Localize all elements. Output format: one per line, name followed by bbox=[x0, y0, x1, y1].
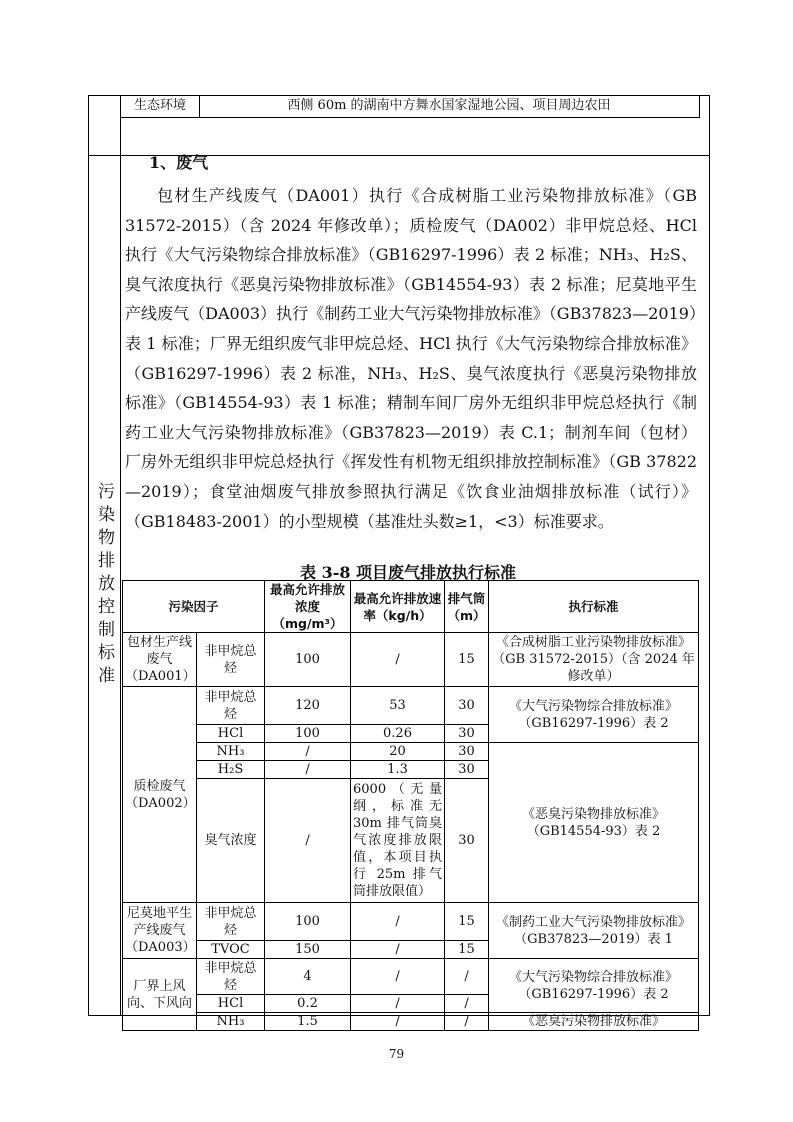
header-factor: 污染因子 bbox=[123, 581, 265, 633]
standard-cell: 《大气污染物综合排放标准》（GB16297-1996）表 2 bbox=[489, 959, 699, 1013]
factor-cell: H₂S bbox=[197, 761, 265, 779]
standard-cell: 《恶臭污染物排放标准》 bbox=[489, 1013, 699, 1031]
conc-cell: 0.2 bbox=[265, 995, 351, 1013]
table-caption: 表 3-8 项目废气排放执行标准 bbox=[300, 563, 517, 582]
table-row bbox=[123, 903, 699, 941]
table-header-row bbox=[123, 581, 699, 633]
emission-standard-table bbox=[122, 580, 699, 1031]
rate-cell: / bbox=[351, 941, 445, 959]
factor-cell: 臭气浓度 bbox=[197, 779, 265, 903]
source-cell: 质检废气（DA002） bbox=[123, 687, 197, 903]
conc-cell: 1.5 bbox=[265, 1013, 351, 1031]
conc-cell: 4 bbox=[265, 959, 351, 995]
conc-cell: / bbox=[265, 761, 351, 779]
factor-cell: 非甲烷总烃 bbox=[197, 633, 265, 687]
rate-cell: / bbox=[351, 903, 445, 941]
eco-row bbox=[120, 95, 700, 118]
conc-cell: 150 bbox=[265, 941, 351, 959]
table-row bbox=[123, 687, 699, 725]
rate-cell: 6000（无量纲，标准无 30m 排气筒臭气浓度排放限值，本项目执行 25m 排气筒排放限值） bbox=[351, 779, 445, 903]
standard-cell: 《恶臭污染物排放标准》（GB14554-93）表 2 bbox=[489, 743, 699, 903]
conc-cell: 100 bbox=[265, 633, 351, 687]
standard-cell: 《制药工业大气污染物排放标准》（GB37823—2019）表 1 bbox=[489, 903, 699, 959]
table-row bbox=[123, 633, 699, 687]
factor-cell: 非甲烷总烃 bbox=[197, 959, 265, 995]
stack-cell: 30 bbox=[445, 743, 489, 761]
header-stack: 排气筒（m） bbox=[445, 581, 489, 633]
frame-divider bbox=[120, 95, 121, 1015]
stack-cell: 30 bbox=[445, 725, 489, 743]
stack-cell: / bbox=[445, 1013, 489, 1031]
conc-cell: / bbox=[265, 743, 351, 761]
header-conc: 最高允许排放浓度（mg/m³） bbox=[265, 581, 351, 633]
rate-cell: / bbox=[351, 633, 445, 687]
conc-cell: 100 bbox=[265, 725, 351, 743]
factor-cell: 非甲烷总烃 bbox=[197, 687, 265, 725]
stack-cell: / bbox=[445, 995, 489, 1013]
factor-cell: HCl bbox=[197, 995, 265, 1013]
source-cell: 尼莫地平生产线废气（DA003） bbox=[123, 903, 197, 959]
rate-cell: / bbox=[351, 959, 445, 995]
side-label: 污染物排放控制标准 bbox=[94, 481, 114, 689]
conc-cell: 100 bbox=[265, 903, 351, 941]
stack-cell: 15 bbox=[445, 633, 489, 687]
stack-cell: / bbox=[445, 959, 489, 995]
source-cell: 包材生产线废气（DA001） bbox=[123, 633, 197, 687]
standard-cell: 《大气污染物综合排放标准》（GB16297-1996）表 2 bbox=[489, 687, 699, 743]
factor-cell: NH₃ bbox=[197, 1013, 265, 1031]
rate-cell: 53 bbox=[351, 687, 445, 725]
stack-cell: 15 bbox=[445, 941, 489, 959]
stack-cell: 15 bbox=[445, 903, 489, 941]
stack-cell: 30 bbox=[445, 779, 489, 903]
stack-cell: 30 bbox=[445, 761, 489, 779]
section-paragraph: 包材生产线废气（DA001）执行《合成树脂工业污染物排放标准》（GB 31572-2015）（含 2024 年修改单）；质检废气（DA002）非甲烷总烃、HCl 执行《大气污染物综合排放标准》（GB16297-1996）表 2 标准；NH₃、H₂S、臭气浓度执行《恶臭污染物排放标准》（GB14554-93）表 2 标准；尼莫地平生产线废气（DA003）执行《制药工业大气污染物排放标准》（GB37823—2019）表 1 标准；厂界无组织废气非甲烷总烃、HCl 执行《大气污染物综合排放标准》（GB16297-1996）表 2 标准，NH₃、H₂S、臭气浓度执行《恶臭污染物排放标准》（GB14554-93）表 1 标准；精制车间厂房外无组织非甲烷总烃执行《制药工业大气污染物排放标准》（GB37823—2019）表 C.1；制剂车间（包材）厂房外无组织非甲烷总烃执行《挥发性有机物无组织排放控制标准》（GB 37822—2019）；食堂油烟废气排放参照执行满足《饮食业油烟排放标准（试行）》（GB18483-2001）的小型规模（基准灶头数≥1，<3）标准要求。 bbox=[125, 186, 697, 531]
header-rate: 最高允许排放速率（kg/h） bbox=[351, 581, 445, 633]
table-row bbox=[123, 959, 699, 995]
table-row bbox=[123, 743, 699, 761]
factor-cell: NH₃ bbox=[197, 743, 265, 761]
table-row bbox=[123, 1013, 699, 1031]
rate-cell: / bbox=[351, 995, 445, 1013]
conc-cell: / bbox=[265, 779, 351, 903]
factor-cell: HCl bbox=[197, 725, 265, 743]
eco-label: 生态环境 bbox=[121, 95, 200, 117]
rate-cell: 20 bbox=[351, 743, 445, 761]
header-standard: 执行标准 bbox=[489, 581, 699, 633]
rate-cell: 0.26 bbox=[351, 725, 445, 743]
page-number: 79 bbox=[388, 1047, 405, 1061]
eco-value: 西侧 60m 的湖南中方舞水国家湿地公园、项目周边农田 bbox=[287, 98, 611, 113]
rate-cell: 1.3 bbox=[351, 761, 445, 779]
side-label-cell bbox=[88, 155, 120, 1015]
stack-cell: 30 bbox=[445, 687, 489, 725]
factor-cell: 非甲烷总烃 bbox=[197, 903, 265, 941]
conc-cell: 120 bbox=[265, 687, 351, 725]
source-cell: 厂界上风向、下风向 bbox=[123, 959, 197, 1031]
factor-cell: TVOC bbox=[197, 941, 265, 959]
standard-cell: 《合成树脂工业污染物排放标准》（GB 31572-2015）（含 2024 年修改单） bbox=[489, 633, 699, 687]
section-title: 1、废气 bbox=[149, 153, 209, 172]
rate-cell: / bbox=[351, 1013, 445, 1031]
